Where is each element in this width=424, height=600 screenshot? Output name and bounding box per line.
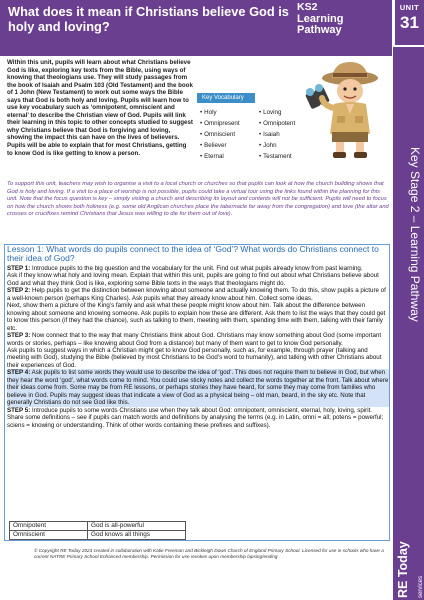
- table-cell-term: Omniscient: [10, 531, 88, 540]
- unit-label: UNIT: [399, 3, 420, 12]
- step-label: STEP 2:: [7, 287, 31, 295]
- table-cell-definition: God is all-powerful: [88, 522, 186, 531]
- vocab-item: • Omniscient: [200, 129, 258, 140]
- step-label: STEP 1:: [7, 265, 31, 272]
- vocab-item: • Holy: [200, 107, 258, 118]
- explorer-character-illustration: [300, 58, 392, 160]
- step-2: [7, 287, 389, 302]
- vocabulary-column-1: [200, 107, 258, 162]
- lesson-1-box: [4, 244, 390, 541]
- brand-name: RE Today: [396, 541, 410, 598]
- step-label: STEP 3:: [7, 332, 31, 340]
- vocab-item: • Loving: [259, 107, 315, 118]
- step-text: Help pupils to get the distinction between knowing about someone and actually knowing them. To do this, show pupils a picture of a well-known person (perhaps King Charles). Ask pupils what they already know about him. Collect some ideas.: [7, 287, 386, 302]
- pathway-label: [297, 2, 359, 37]
- step-label: STEP 4:: [7, 369, 31, 377]
- step-text: Ask pupils to list some words they would use to describe the idea of ‘god’. This does not require them to believe in God, but when they hear the word ‘god’, what words come to mind. You could use sticky notes and collect the words together at the front. Talk about where their ideas come from. Some may be from RE lessons, or perhaps stories they have heard, for some they may come from families who believe in God. Pupils may suggest ideas that indicate a view of God as a physical being – old man, beard, in the sky etc. Note that generally Christians do not see God like this.: [7, 369, 389, 407]
- step-1: [7, 265, 389, 272]
- step-3: [7, 332, 389, 347]
- vocab-item: • Testament: [259, 151, 315, 162]
- table-row: [10, 531, 186, 540]
- step-text: Introduce pupils to some words Christians use when they talk about God: omnipotent, omniscient, eternal, holy, loving, spirit. Share some definitions – see if pupils can match words and definitions by analysing the terms (e.g. in Latin, omni = all; potens = powerful; sciens = knowing or understanding. Think of other words containing these prefixes and suffixes).: [7, 406, 384, 429]
- sidebar-title: Key Stage 2 – Learning Pathway: [408, 147, 422, 322]
- page-title: What does it mean if Christians believe God is holy and loving?: [8, 4, 289, 34]
- teacher-support-note: To support this unit, teachers may wish to organise a visit to a local church or churches so that pupils can look at how the church building shows that God is holy and loving. If a visit to a place of worship is not possible, pupils could take a virtual tour using the links found within the planning for this unit. Note that the focus question is key – simply visiting a church and describing its layout and contents will not be sufficient. Pupils will need to focus on how the church shows both holiness (e.g. some old Anglican churches place the tabernacle far away from the congregation) and love (the altar and crosses or crucifixes remind Christians that Jesus was willing to die for them out of love).: [7, 181, 389, 218]
- learning-label: Learning: [297, 12, 344, 25]
- lesson-paragraph: Next, show them a picture of the King’s family and ask what these people might know about him. Talk about the difference between knowing about someone and knowing someone. Ask pupils to explain how these are different. Ask them to list the ways that they could get to know this person (if they had the chance), such as talking to them, meeting with them, spending time with them, talking with their family etc.: [7, 302, 386, 332]
- step-label: STEP 5:: [7, 406, 31, 414]
- table-cell-term: Omnipotent: [10, 522, 88, 531]
- pathway-word: Pathway: [297, 24, 342, 36]
- vocab-item: • Omnipresent: [200, 118, 258, 129]
- ks2-label: KS2: [297, 1, 318, 13]
- lesson-paragraph: Ask if they know what holy and loving mean. Explain that within this unit, pupils are going to find out about what Christians believe about God and what they think God is like, exploring some Bible texts in the ways that theologians might do.: [7, 272, 379, 287]
- unit-badge: [393, 0, 424, 45]
- lesson-steps: [7, 265, 389, 429]
- lesson-paragraph: Ask pupils to suggest ways in which a Christian might get to know God personally, such as, for example, through prayer (talking and meeting with God), studying the Bible (believed by most Christians to be God’s word to humanity), and talking with other Christians about their experiences of God.: [7, 346, 382, 369]
- step-5: [7, 407, 389, 429]
- definitions-table: [9, 521, 186, 540]
- table-row: [10, 522, 186, 531]
- copyright-footer: © Copyright RE Today 2023 created in collaboration with Katie Freeman and Bickleigh Down Church of England Primary School. Licensed for use in schools who have a current NATRE Primary School Enhanced membership. Permission for use revokes upon membership lapsing/ending: [34, 548, 384, 559]
- vocab-item: • Isaiah: [259, 129, 315, 140]
- vocab-item: • Omnipotent: [259, 118, 315, 129]
- unit-number: 31: [400, 13, 419, 32]
- brand-sub: services: [418, 575, 424, 598]
- re-today-logo: [394, 540, 424, 598]
- vocab-item: • Eternal: [200, 151, 258, 162]
- right-sidebar: [393, 47, 424, 600]
- unit-introduction: Within this unit, pupils will learn about what Christians believe God is like, exploring key texts from the Bible, using ways of knowing that theologians use. They will study passages from the book of Isaiah and Psalm 103 (Old Testament) and the book of 1 John (New Testament) to work out some ways the Bible says that God is both holy and loving. Pupils will learn how to use key vocabulary such as ‘omnipotent, omniscient and eternal’ to describe the Christian view of God. Pupils will link their learning in this topic to other concepts studied to suggest why Christians believe that God is forgiving and loving, showing the impact this can have on the lives of believers. Pupils will be able to explain that for most Christians, getting to know God is like getting to know a person.: [7, 59, 193, 157]
- step-text: Introduce pupils to the big question and the vocabulary for the unit. Find out what pupils already know from past learning.: [30, 265, 363, 272]
- key-vocabulary-box: [197, 93, 316, 163]
- header-banner: [0, 0, 392, 56]
- lesson-title: Lesson 1: What words do pupils connect to the idea of ‘God’? What words do Christians connect to their idea of God?: [7, 244, 379, 264]
- vocab-item: • John: [259, 140, 315, 151]
- step-4: [7, 369, 389, 406]
- table-cell-definition: God knows all things: [88, 531, 186, 540]
- vocabulary-title: Key Vocabulary: [197, 93, 255, 103]
- vocab-item: • Believer: [200, 140, 258, 151]
- step-text: Now connect that to the way that many Christians think about God. Christians may know something about God (some important words or stories, perhaps – like knowing about God from a distance) but many of them want to get to know God personally.: [7, 332, 382, 347]
